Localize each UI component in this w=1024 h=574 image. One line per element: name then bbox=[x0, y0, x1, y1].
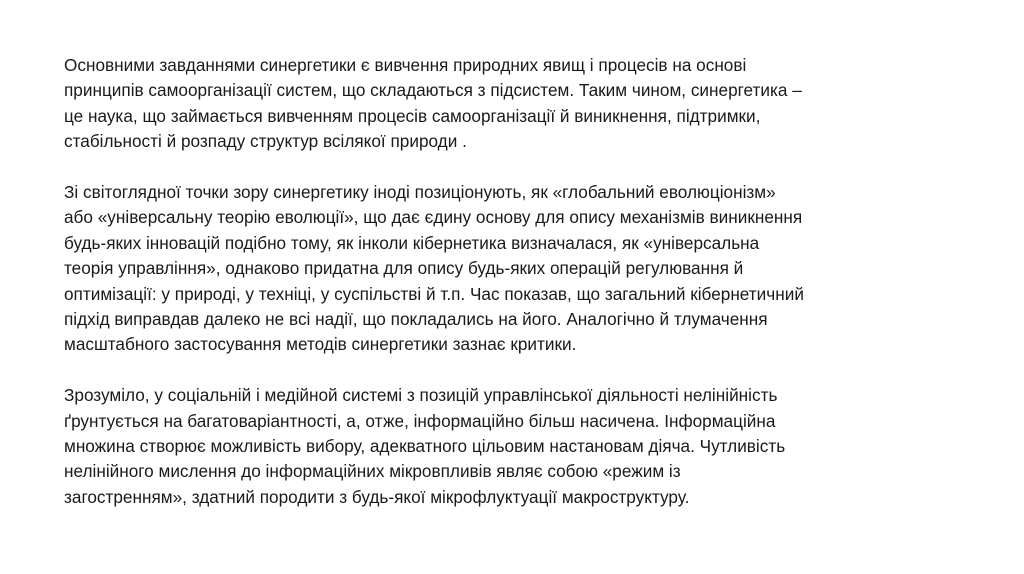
text-line: Зі світоглядної точки зору синергетику іноді позиціонують, як «глобальний еволюціонізм» bbox=[64, 182, 776, 203]
paragraph-1 bbox=[64, 53, 964, 155]
text-line: Зрозуміло, у соціальній і медійной системі з позицій управлінської діяльності нелінійність bbox=[64, 385, 778, 406]
paragraph-3 bbox=[64, 383, 964, 510]
text-line: ґрунтується на багатоваріантності, а, отже, інформаційно більш насичена. Інформаційна bbox=[64, 410, 776, 431]
text-line: підхід виправдав далеко не всі надії, що покладались на його. Аналогічно й тлумачення bbox=[64, 309, 768, 330]
text-line: нелінійного мислення до інформаційних мікровпливів являє собою «режим із bbox=[64, 461, 681, 482]
text-line: це наука, що займається вивченням процесів самоорганізації й виникнення, підтримки, bbox=[64, 105, 761, 126]
text-line: або «універсальну теорію еволюції», що дає єдину основу для опису механізмів виникнення bbox=[64, 207, 803, 228]
text-line: стабільності й розпаду структур всілякої природи . bbox=[64, 131, 467, 152]
text-body bbox=[64, 53, 964, 510]
text-line: оптимізації: у природі, у техніці, у суспільстві й т.п. Час показав, що загальний кібернетичний bbox=[64, 283, 804, 304]
text-line: теорія управління», однаково придатна для опису будь-яких операцій регулювання й bbox=[64, 258, 744, 279]
text-line: загостренням», здатний породити з будь-якої мікрофлуктуації макроструктуру. bbox=[64, 486, 690, 507]
text-line: множина створює можливість вибору, адекватного цільовим настановам діяча. Чутливість bbox=[64, 436, 786, 457]
paragraph-2 bbox=[64, 180, 964, 358]
text-line: масштабного застосування методів синергетики зазнає критики. bbox=[64, 334, 577, 355]
text-line: будь-яких інновацій подібно тому, як інколи кібернетика визначалася, як «універсальна bbox=[64, 232, 760, 253]
text-line: Основними завданнями синергетики є вивчення природних явищ і процесів на основі bbox=[64, 55, 747, 75]
text-line: принципів самоорганізації систем, що складаються з підсистем. Таким чином, синергетика – bbox=[64, 80, 802, 101]
